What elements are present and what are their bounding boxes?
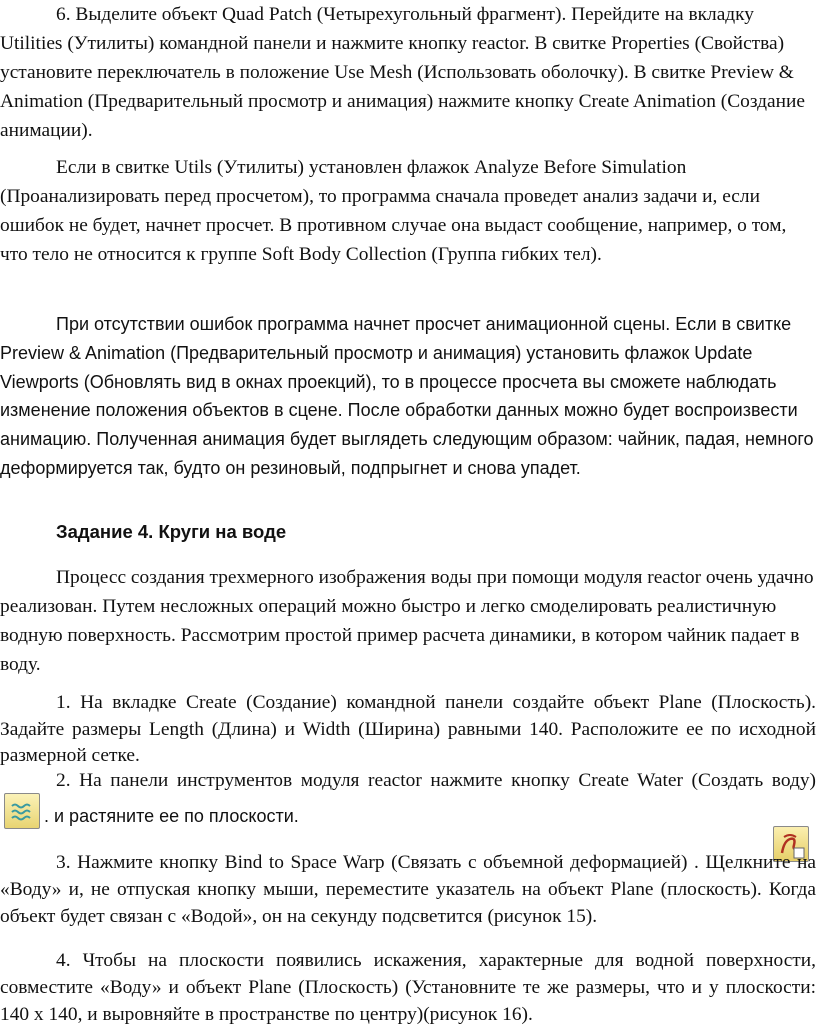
paragraph-animation: При отсутствии ошибок программа начнет просчет анимационной сцены. Если в свитке Preview & Animation (Предварительный просмотр и анимация) установить флажок Update Viewports (Обновлять вид в окнах проекций), то в процессе просчета вы сможете наблюдать изменение положения объектов в сцене. После обработки данных можно будет воспроизвести анимацию. Полученная анимация будет выглядеть следующим образом: чайник, падая, немного деформируется так, будто он резиновый, подпрыгнет и снова упадет. [0, 314, 814, 478]
step-2-text: 2. На панели инструментов модуля reactor нажмите кнопку Create Water (Создать воду) [56, 770, 816, 791]
step-2-tail: . и растяните ее по плоскости. [44, 806, 299, 826]
step-2 [0, 766, 816, 831]
step-2-continuation [0, 793, 816, 831]
section-heading: Задание 4. Круги на воде [56, 521, 287, 542]
step-3: 3. Нажмите кнопку Bind to Space Warp (Связать с объемной деформацией) . Щелкните на «Воду» и, не отпуская кнопку мыши, переместите указатель на объект Plane (плоскость). Когда объект будет связан с «Водой», он на секунду подсветится (рисунок 15). [0, 852, 816, 927]
step-1: 1. На вкладке Create (Создание) командной панели создайте объект Plane (Плоскость). Задайте размеры Length (Длина) и Width (Ширина) равными 140. Расположите ее по исходной размерной сетке. [0, 692, 816, 766]
paragraph-analyze: Если в свитке Utils (Утилиты) установлен флажок Analyze Before Simulation (Проанализировать перед просчетом), то программа сначала проведет анализ задачи и, если ошибок не будет, начнет просчет. В противном случае она выдаст сообщение, например, о том, что тело не относится к группе Soft Body Collection (Группа гибких тел). [0, 157, 787, 265]
paragraph-intro: Процесс создания трехмерного изображения воды при помощи модуля reactor очень удачно реализован. Путем несложных операций можно быстро и легко смоделировать реалистичную водную поверхность. Рассмотрим простой пример расчета динамики, в котором чайник падает в воду. [0, 567, 814, 675]
create-water-icon[interactable] [4, 793, 40, 829]
step-4: 4. Чтобы на плоскости появились искажения, характерные для водной поверхности, совместите «Воду» и объект Plane (Плоскость) (Установните те же размеры, что и у плоскости: 140 х 140, и выровняйте в пространстве по центру)(рисунок 16). [0, 950, 816, 1025]
paragraph-step6: 6. Выделите объект Quad Patch (Четырехугольный фрагмент). Перейдите на вкладку Utilities (Утилиты) командной панели и нажмите кнопку reactor. В свитке Properties (Свойства) установите переключатель в положение Use Mesh (Использовать оболочку). В свитке Preview & Animation (Предварительный просмотр и анимация) нажмите кнопку Create Animation (Создание анимации). [0, 4, 806, 141]
